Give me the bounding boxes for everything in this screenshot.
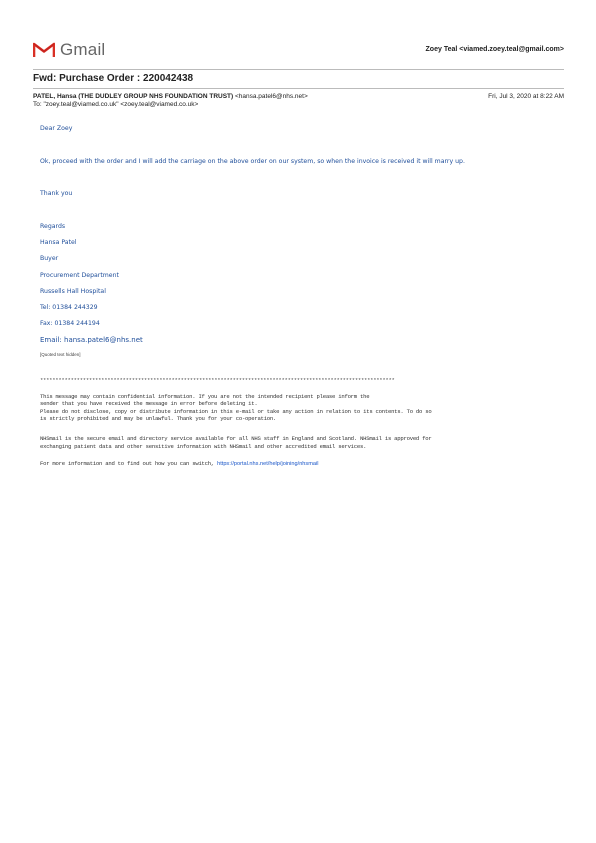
more-info-text: For more information and to find out how you can switch, — [40, 460, 214, 467]
gmail-m-icon — [33, 42, 55, 58]
header-divider — [33, 69, 564, 70]
signature-name: Hansa Patel — [40, 239, 77, 246]
subject-divider — [33, 88, 564, 89]
disclaimer-separator: ******************************************************************************************************************** — [40, 377, 395, 384]
quoted-text-toggle[interactable]: [Quoted text hidden] — [40, 352, 81, 357]
disclaimer-line: This message may contain confidential information. If you are not the intended recipient please inform the — [40, 393, 370, 400]
signature-fax: Fax: 01384 244194 — [40, 320, 100, 327]
signature-role: Buyer — [40, 255, 59, 262]
greeting: Dear Zoey — [40, 125, 73, 132]
disclaimer-line: Please do not disclose, copy or distribute information in this e-mail or take any action in relation to its contents. To do so — [40, 408, 432, 415]
sender-address: <hansa.patel6@nhs.net> — [235, 93, 308, 100]
nhsmail-info-line: NHSmail is the secure email and directory service available for all NHS staff in England and Scotland. NHSmail is approved for — [40, 435, 432, 442]
body-paragraph: Ok, proceed with the order and I will add the carriage on the above order on our system, so when the invoice is received it will marry up. — [40, 158, 465, 165]
signature-tel: Tel: 01384 244329 — [40, 304, 98, 311]
gmail-logo[interactable] — [33, 40, 105, 60]
email-date: Fri, Jul 3, 2020 at 8:22 AM — [488, 93, 564, 100]
email-subject: Fwd: Purchase Order : 220042438 — [33, 73, 194, 84]
thanks-line: Thank you — [40, 190, 73, 197]
disclaimer-line: sender that you have received the message in error before deleting it. — [40, 400, 258, 407]
disclaimer-line: is strictly prohibited and may be unlawful. Thank you for your co-operation. — [40, 415, 277, 422]
signature-department: Procurement Department — [40, 272, 119, 279]
sender-name: PATEL, Hansa (THE DUDLEY GROUP NHS FOUNDATION TRUST) — [33, 93, 234, 100]
account-label: Zoey Teal <viamed.zoey.teal@gmail.com> — [425, 46, 564, 53]
email-recipients: To: "zoey.teal@viamed.co.uk" <zoey.teal@viamed.co.uk> — [33, 101, 199, 108]
signature-hospital: Russells Hall Hospital — [40, 288, 106, 295]
regards-line: Regards — [40, 223, 66, 230]
nhsmail-info-line: exchanging patient data and other sensitive information with NHSmail and other accredited email services. — [40, 443, 367, 450]
email-from — [33, 93, 308, 100]
more-info-line — [40, 460, 318, 468]
signature-email: Email: hansa.patel6@nhs.net — [40, 336, 143, 344]
gmail-logo-text: Gmail — [60, 40, 106, 59]
gmail-header — [33, 38, 564, 68]
nhsmail-portal-link[interactable]: https://portal.nhs.net/help/joining/nhsmail — [217, 461, 319, 467]
